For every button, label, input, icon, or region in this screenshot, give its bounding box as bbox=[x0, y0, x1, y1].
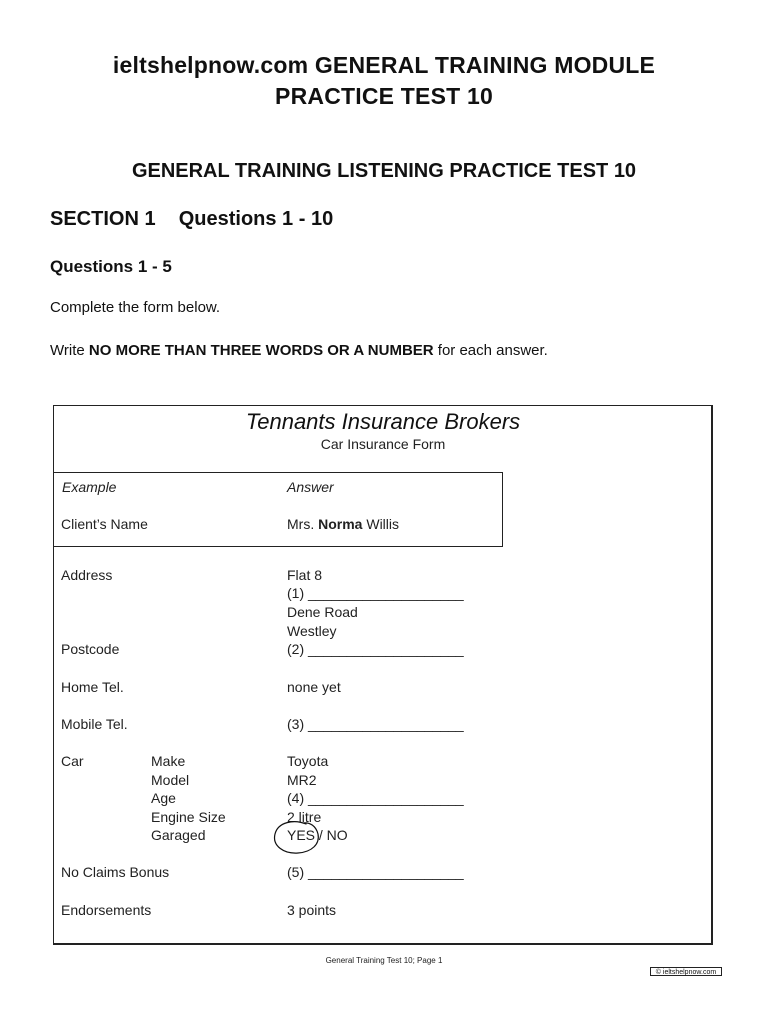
form-subtitle: Car Insurance Form bbox=[320, 436, 446, 452]
car-age-label: Age bbox=[151, 790, 176, 806]
instruction-prefix: Write bbox=[50, 342, 89, 359]
instruction-word-limit bbox=[50, 342, 548, 359]
car-garaged-value: YES / NO bbox=[287, 827, 348, 843]
section-questions: Questions 1 - 10 bbox=[178, 208, 334, 230]
car-model-label: Model bbox=[151, 772, 190, 788]
address-line2-blank: (1) ____________________ bbox=[287, 585, 464, 601]
example-box bbox=[53, 472, 503, 547]
postcode-blank: (2) ____________________ bbox=[287, 641, 464, 657]
endorsements-label: Endorsements bbox=[61, 902, 152, 918]
section-label: SECTION 1 bbox=[50, 208, 156, 230]
mobile-tel-blank: (3) ____________________ bbox=[287, 716, 464, 732]
instruction-bold: NO MORE THAN THREE WORDS OR A NUMBER bbox=[88, 342, 434, 359]
address-line1: Flat 8 bbox=[287, 567, 323, 583]
section-heading bbox=[50, 208, 333, 231]
car-label: Car bbox=[61, 753, 84, 769]
address-line4: Westley bbox=[287, 623, 337, 639]
example-label: Example bbox=[62, 479, 117, 495]
client-name-label: Client’s Name bbox=[61, 516, 148, 532]
test-title: GENERAL TRAINING LISTENING PRACTICE TEST 10 bbox=[131, 160, 637, 182]
home-tel-value: none yet bbox=[287, 679, 341, 695]
hand-drawn-circle-icon bbox=[270, 818, 326, 858]
no-claims-blank: (5) ____________________ bbox=[287, 864, 464, 880]
car-age-blank: (4) ____________________ bbox=[287, 790, 464, 806]
postcode-label: Postcode bbox=[61, 641, 120, 657]
car-make-value: Toyota bbox=[287, 753, 329, 769]
car-model-value: MR2 bbox=[287, 772, 317, 788]
page-footer-label: General Training Test 10; Page 1 bbox=[325, 956, 443, 965]
document-title-line1: ieltshelpnow.com GENERAL TRAINING MODULE bbox=[112, 52, 656, 78]
client-name-bold: Norma bbox=[318, 516, 363, 532]
home-tel-label: Home Tel. bbox=[61, 679, 124, 695]
car-garaged-label: Garaged bbox=[151, 827, 206, 843]
address-line3: Dene Road bbox=[287, 604, 358, 620]
instruction-suffix: for each answer. bbox=[433, 342, 548, 359]
example-answer-label: Answer bbox=[287, 479, 334, 495]
car-engine-label: Engine Size bbox=[151, 809, 226, 825]
copyright-badge: © ieltshelpnow.com bbox=[650, 967, 722, 976]
form-title: Tennants Insurance Brokers bbox=[245, 409, 521, 434]
instruction-complete-form: Complete the form below. bbox=[50, 299, 221, 316]
mobile-tel-label: Mobile Tel. bbox=[61, 716, 128, 732]
client-name-value bbox=[287, 515, 399, 533]
car-make-label: Make bbox=[151, 753, 186, 769]
document-title-line2: PRACTICE TEST 10 bbox=[275, 83, 493, 109]
no-claims-label: No Claims Bonus bbox=[61, 864, 170, 880]
address-label: Address bbox=[61, 567, 113, 583]
client-name-prefix: Mrs. bbox=[287, 516, 319, 532]
car-engine-value: 2 litre bbox=[287, 809, 322, 825]
questions-heading: Questions 1 - 5 bbox=[50, 257, 172, 276]
client-name-suffix: Willis bbox=[362, 516, 400, 532]
endorsements-value: 3 points bbox=[287, 902, 337, 918]
